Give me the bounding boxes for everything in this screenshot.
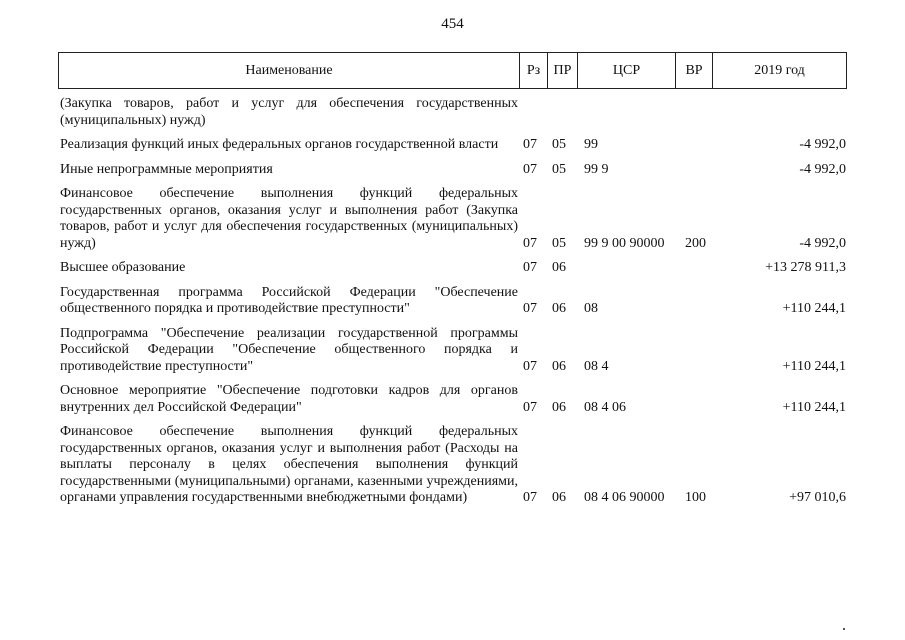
- row-rz: 07: [523, 301, 537, 316]
- row-sum: +110 244,1: [782, 301, 846, 316]
- table-row: [60, 260, 846, 277]
- row-rz: 07: [523, 399, 537, 415]
- row-rz: 07: [523, 260, 537, 275]
- row-csr: 08: [584, 301, 598, 316]
- row-name: Иные непрограммные мероприятия: [60, 161, 273, 177]
- row-rz: 07: [523, 235, 537, 251]
- page-number: 454: [441, 16, 464, 32]
- scan-speck: [843, 628, 845, 630]
- row-name: Основное мероприятие "Обеспечение подготовки кадров для органов внутренних дел Российской Федерации": [60, 383, 518, 415]
- header-year: 2019 год: [713, 53, 847, 89]
- header-vr: ВР: [676, 53, 713, 89]
- row-name: Высшее образование: [60, 260, 186, 275]
- row-rz: 07: [523, 490, 537, 505]
- row-rz: 07: [523, 161, 537, 177]
- table-row: [60, 383, 846, 416]
- row-rz: 07: [523, 137, 537, 152]
- table-row: [60, 137, 846, 154]
- table-row: [60, 326, 846, 376]
- row-sum: -4 992,0: [799, 161, 846, 177]
- row-name: Государственная программа Российской Федерации "Обеспечение общественного порядка и противодействие преступности": [60, 284, 518, 316]
- row-pr: 05: [552, 235, 566, 251]
- row-sum: +13 278 911,3: [765, 260, 846, 275]
- row-name: Финансовое обеспечение выполнения функций федеральных государственных органов, оказания услуг и выполнения работ (Расходы на выплаты персоналу в целях обеспечения выполнения функций государственными (муниципальными) органами, казенными учреждениями, органами управления государственными внебюджетными фондами): [60, 424, 518, 505]
- table-row: [60, 285, 846, 318]
- table-row: [60, 186, 846, 252]
- header-rz: Рз: [520, 53, 548, 89]
- header-pr: ПР: [548, 53, 578, 89]
- row-vr: 200: [685, 235, 706, 251]
- row-sum: -4 992,0: [799, 137, 846, 152]
- row-csr: 99 9 00 90000: [584, 235, 665, 251]
- row-name: Подпрограмма "Обеспечение реализации государственной программы Российской Федерации "Обеспечение общественного порядка и противодействие преступности": [60, 325, 518, 374]
- row-pr: 06: [552, 358, 566, 374]
- row-name: (Закупка товаров, работ и услуг для обеспечения государственных (муниципальных) нужд): [60, 96, 518, 128]
- table-row: [60, 162, 846, 179]
- row-pr: 06: [552, 399, 566, 415]
- row-name: Финансовое обеспечение выполнения функций федеральных государственных органов, оказания услуг и выполнения работ (Закупка товаров, работ и услуг для обеспечения государственных (муниципальных) нужд): [60, 186, 518, 251]
- row-sum: +97 010,6: [789, 490, 846, 505]
- row-rz: 07: [523, 358, 537, 374]
- row-pr: 05: [552, 137, 566, 152]
- row-csr: 08 4 06: [584, 399, 626, 415]
- row-pr: 06: [552, 301, 566, 316]
- table-row: [60, 424, 846, 507]
- row-csr: 08 4 06 90000: [584, 490, 665, 505]
- row-vr: 100: [685, 490, 706, 505]
- table-header: [58, 52, 847, 89]
- row-csr: 99: [584, 137, 598, 152]
- table-row: [60, 96, 846, 129]
- row-csr: 99 9: [584, 161, 609, 177]
- row-csr: 08 4: [584, 358, 609, 374]
- row-sum: -4 992,0: [799, 235, 846, 251]
- row-name: Реализация функций иных федеральных органов государственной власти: [60, 137, 499, 152]
- row-pr: 05: [552, 161, 566, 177]
- budget-rows: [60, 96, 846, 515]
- row-pr: 06: [552, 490, 566, 505]
- row-sum: +110 244,1: [782, 358, 846, 374]
- header-name: Наименование: [59, 53, 520, 89]
- header-csr: ЦСР: [578, 53, 676, 89]
- row-pr: 06: [552, 260, 566, 275]
- row-sum: +110 244,1: [782, 399, 846, 415]
